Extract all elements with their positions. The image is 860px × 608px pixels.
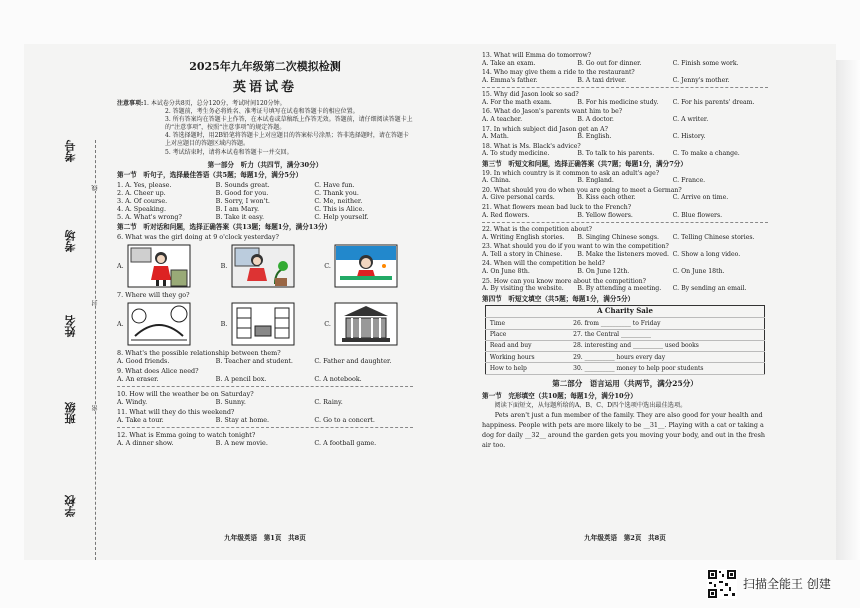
section-three-heading: 第三节 听短文和问题，选择正确答案（共7题；每题1分，满分7分） [482,159,687,168]
page-two-footer: 九年级英语 第2页 共8页 [584,533,666,542]
q6-option-b: B. [221,244,310,288]
table-row: Place 27. the Central __________ [485,329,764,340]
table-row: How to help 30. __________ money to help poor students [485,363,764,374]
note-item: 2. 答题前，考生务必将姓名、准考证号填写在试卷和答题卡的相应位置。 [165,108,359,116]
gutter-exam-number: 考号 [64,140,77,162]
question-row: 4. A. Speaking. B. I am Mary. C. This is Alice. [117,205,365,214]
q22-options: A. Writing English stories. B. Singing Chinese songs. C. Telling Chinese stories. [482,233,755,241]
table-row: Working hours 29. __________ hours every day [485,352,764,363]
gutter-class: 班级 [64,402,77,424]
gutter-school: 学校 [64,495,77,517]
q18-options: A. To study medicine. B. To talk to his parents. C. To make a change. [482,150,740,158]
section-one-heading: 第一节 听句子，选择最佳答语（共5题；每题1分，满分5分） [117,170,303,179]
girl-playing-pingpong-picture [334,244,398,288]
q15-options: A. For the math exam. B. For his medicine study. C. For his parents' dream. [482,98,755,106]
table-row: Time 26. from __________ to Friday [485,318,764,329]
notes-label: 注意事项: [117,100,144,107]
question-19: 19. In which country is it common to ask an adult's age? [482,169,660,177]
q7-pictures [117,302,413,346]
q7-option-c: C. [324,302,413,346]
question-6: 6. What was the girl doing at 9 o'clock yesterday? [117,233,279,242]
gutter-name: 姓名 [64,315,77,337]
seal-mark-feng: 封 [92,300,99,306]
q12-options: A. A dinner show. B. A new movie. C. A football game. [117,439,377,448]
question-row: 5. A. What's wrong? B. Take it easy. C. Help yourself. [117,213,369,222]
question-21: 21. What flowers mean bad luck to the French? [482,204,632,212]
cloze-instruction: 阅读下面短文，从每题所给的A、B、C、D四个选项中选出最佳选项。 [494,401,687,409]
question-row: 1. A. Yes, please. B. Sounds great. C. Have fun. [117,181,355,190]
question-15: 15. Why did Jason look so sad? [482,91,579,99]
page-two [482,52,768,552]
q7-option-a: A. [117,302,206,346]
q1-5-list [117,181,413,221]
question-22: 22. What is the competition about? [482,226,592,234]
library-picture [231,302,295,346]
section-four-heading: 第四节 听短文填空（共5题；每题1分，满分5分） [482,294,635,303]
gutter-exam-room: 考场 [64,230,77,252]
question-10: 10. How will the weather be on Saturday? [117,390,254,399]
part-one-heading: 第一部分 听力（共四节，满分30分） [207,160,323,169]
page-one [117,52,413,552]
notes-block [117,100,413,157]
question-9: 9. What does Alice need? [117,367,199,376]
exam-subtitle: 英语试卷 [232,79,297,95]
question-7: 7. Where will they go? [117,291,190,300]
q11-options: A. Take a tour. B. Stay at home. C. Go to a concert. [117,416,375,425]
divider [117,427,413,428]
note-item: 4. 答选择题时，用2B铅笔将答题卡上对应题目的答案标号涂黑；答非选择题时，请在答题卡上对应题目的答题区域内答题。 [165,132,409,148]
q9-options: A. An eraser. B. A pencil box. C. A notebook. [117,375,362,384]
question-12: 12. What is Emma going to watch tonight? [117,431,256,440]
q21-options: A. Red flowers. B. Yellow flowers. C. Blue flowers. [482,211,723,219]
girl-reading-picture [127,244,191,288]
q13-options: A. Take an exam. B. Go out for dinner. C. Finish some work. [482,59,739,67]
note-item: 1. 本试卷分共8页，总分120分，考试时间120分钟。 [143,100,286,107]
museum-picture [334,302,398,346]
question-20: 20. What should you do when you are going to meet a German? [482,186,682,194]
question-row: 2. A. Cheer up. B. Good for you. C. Thank you. [117,189,359,198]
seal-mark-xian: 线 [92,185,99,191]
part-two-heading: 第二部分 语言运用（共两节，满分25分） [552,378,698,388]
question-13: 13. What will Emma do tomorrow? [482,52,592,59]
divider [482,87,768,88]
exam-title: 2025年九年级第二次模拟检测 [189,60,341,73]
question-14: 14. Who may give them a ride to the restaurant? [482,69,635,77]
park-bridge-picture [127,302,191,346]
charity-sale-table [485,305,765,375]
table-row: Read and buy 28. interesting and __________ used books [485,340,764,351]
table-title: A Charity Sale [485,305,764,318]
binding-gutter [55,140,105,560]
divider [117,386,413,387]
question-8: 8. What's the possible relationship between them? [117,349,281,358]
qr-code-icon [707,569,737,599]
q8-options: A. Good friends. B. Teacher and student. C. Father and daughter. [117,357,392,366]
q24-options: A. On June 8th. B. On June 12th. C. On June 18th. [482,267,725,275]
q16-options: A. A teacher. B. A doctor. C. A writer. [482,115,709,123]
page-edge-shadow [836,60,860,560]
page-one-footer: 九年级英语 第1页 共8页 [224,533,306,542]
scanner-watermark: 扫描全能王 创建 [743,577,831,591]
question-25: 25. How can you know more about the competition? [482,277,646,285]
q23-options: A. Tell a story in Chinese. B. Make the listeners moved. C. Show a long video. [482,250,741,258]
divider [482,222,768,223]
note-item: 3. 所有答案均在答题卡上作答，在本试卷或草稿纸上作答无效。答题前，请仔细阅读答题卡上的“注意事项”，按照“注意事项”的规定答题。 [165,116,413,132]
cloze-heading: 第一节 完形填空（共10题；每题1分，满分10分） [482,391,637,400]
q7-option-b: B. [221,302,310,346]
q6-option-a: A. [117,244,206,288]
question-18: 18. What is Ms. Black's advice? [482,142,581,150]
question-17: 17. In which subject did Jason get an A? [482,125,608,133]
question-24: 24. When will the competition be held? [482,260,605,268]
girl-watering-picture [231,244,295,288]
q6-pictures [117,244,413,288]
q20-options: A. Give personal cards. B. Kiss each other. C. Arrive on time. [482,194,729,202]
seal-line [95,140,96,560]
note-item: 5. 考试结束时，请将本试卷和答题卡一并交回。 [165,148,293,156]
question-16: 16. What do Jason's parents want him to be? [482,108,623,116]
q25-options: A. By visiting the website. B. By attending a meeting. C. By sending an email. [482,285,747,293]
seal-mark-mi: 密 [92,405,99,411]
q10-options: A. Windy. B. Sunny. C. Rainy. [117,398,343,407]
cloze-passage: Pets aren't just a fun member of the family. They are also good for your health and happiness. People with pets are more likely to be __31__. Playing with a cat or taking a dog for daily __32__ around the garden gets you moving your body, and out in the fresh air too. [482,410,766,450]
q14-options: A. Emma's father. B. A taxi driver. C. Jenny's mother. [482,76,730,84]
q19-options: A. China. B. England. C. France. [482,177,706,185]
question-11: 11. What will they do this weekend? [117,408,235,417]
q6-option-c: C. [324,244,413,288]
question-row: 3. A. Of course. B. Sorry, I won't. C. Me, neither. [117,197,363,206]
section-two-heading: 第二节 听对话和问题，选择正确答案（共13题；每题1分，满分13分） [117,223,332,232]
question-23: 23. What should you do if you want to win the competition? [482,243,669,251]
q17-options: A. Math. B. English. C. History. [482,133,706,141]
